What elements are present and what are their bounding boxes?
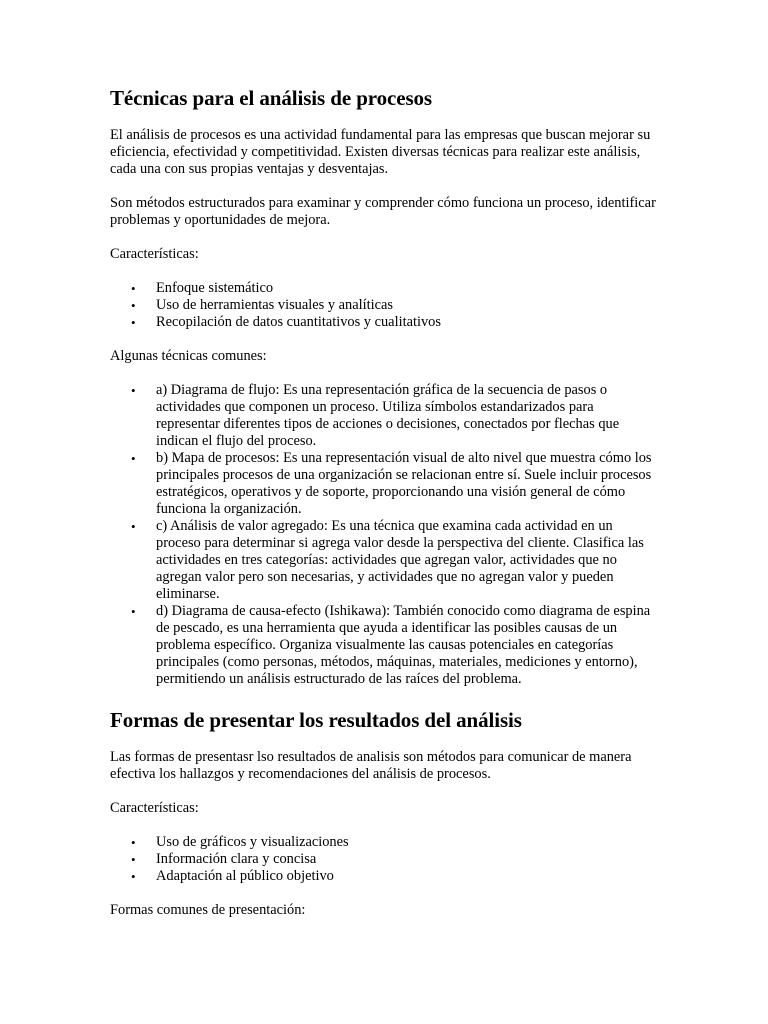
- list-item: • Uso de gráficos y visualizaciones: [156, 834, 658, 851]
- characteristics-label: Características:: [110, 800, 199, 816]
- techniques-label: Algunas técnicas comunes:: [110, 348, 267, 364]
- list-item: • Adaptación al público objetivo: [156, 868, 658, 885]
- characteristics-label: Características:: [110, 246, 199, 262]
- list-item: • Recopilación de datos cuantitativos y cualitativos: [156, 314, 658, 331]
- list-item: • d) Diagrama de causa-efecto (Ishikawa): También conocido como diagrama de espina de pescado, es una herramienta que ayuda a identificar las posibles causas de un problema específico. Organiza visualmente las causas potenciales en categorías principales (como personas, métodos, máquinas, materiales, mediciones y entorno), permitiendo un análisis estructurado de las raíces del problema.: [156, 603, 658, 688]
- presentation-intro-paragraph: Las formas de presentasr lso resultados de analisis son métodos para comunicar de manera efectiva los hallazgos y recomendaciones del análisis de procesos.: [110, 749, 632, 782]
- list-item: • b) Mapa de procesos: Es una representación visual de alto nivel que muestra cómo los principales procesos de una organización se relacionan entre sí. Suele incluir procesos estratégicos, operativos y de soporte, proporcionando una visión general de cómo funciona la organización.: [156, 450, 658, 518]
- presentation-characteristics-list: [110, 834, 658, 885]
- list-item: • Enfoque sistemático: [156, 280, 658, 297]
- list-item: • Información clara y concisa: [156, 851, 658, 868]
- definition-paragraph: Son métodos estructurados para examinar y comprender cómo funciona un proceso, identificar problemas y oportunidades de mejora.: [110, 195, 656, 228]
- techniques-list: [110, 382, 658, 688]
- document-page: [110, 84, 658, 919]
- section-title-process-analysis: Técnicas para el análisis de procesos: [110, 86, 432, 110]
- list-item: • a) Diagrama de flujo: Es una representación gráfica de la secuencia de pasos o actividades que componen un proceso. Utiliza símbolos estandarizados para representar diferentes tipos de acciones o decisiones, conectados por flechas que indican el flujo del proceso.: [156, 382, 658, 450]
- characteristics-list: [110, 280, 658, 331]
- forms-label: Formas comunes de presentación:: [110, 902, 306, 918]
- section-title-presentation: Formas de presentar los resultados del análisis: [110, 708, 522, 732]
- intro-paragraph: El análisis de procesos es una actividad fundamental para las empresas que buscan mejorar su eficiencia, efectividad y competitividad. Existen diversas técnicas para realizar este análisis, cada una con sus propias ventajas y desventajas.: [110, 127, 651, 177]
- list-item: • Uso de herramientas visuales y analíticas: [156, 297, 658, 314]
- list-item: • c) Análisis de valor agregado: Es una técnica que examina cada actividad en un proceso para determinar si agrega valor desde la perspectiva del cliente. Clasifica las actividades en tres categorías: actividades que agregan valor, actividades que no agregan valor pero son necesarias, y actividades que no agregan valor y pueden eliminarse.: [156, 518, 658, 603]
